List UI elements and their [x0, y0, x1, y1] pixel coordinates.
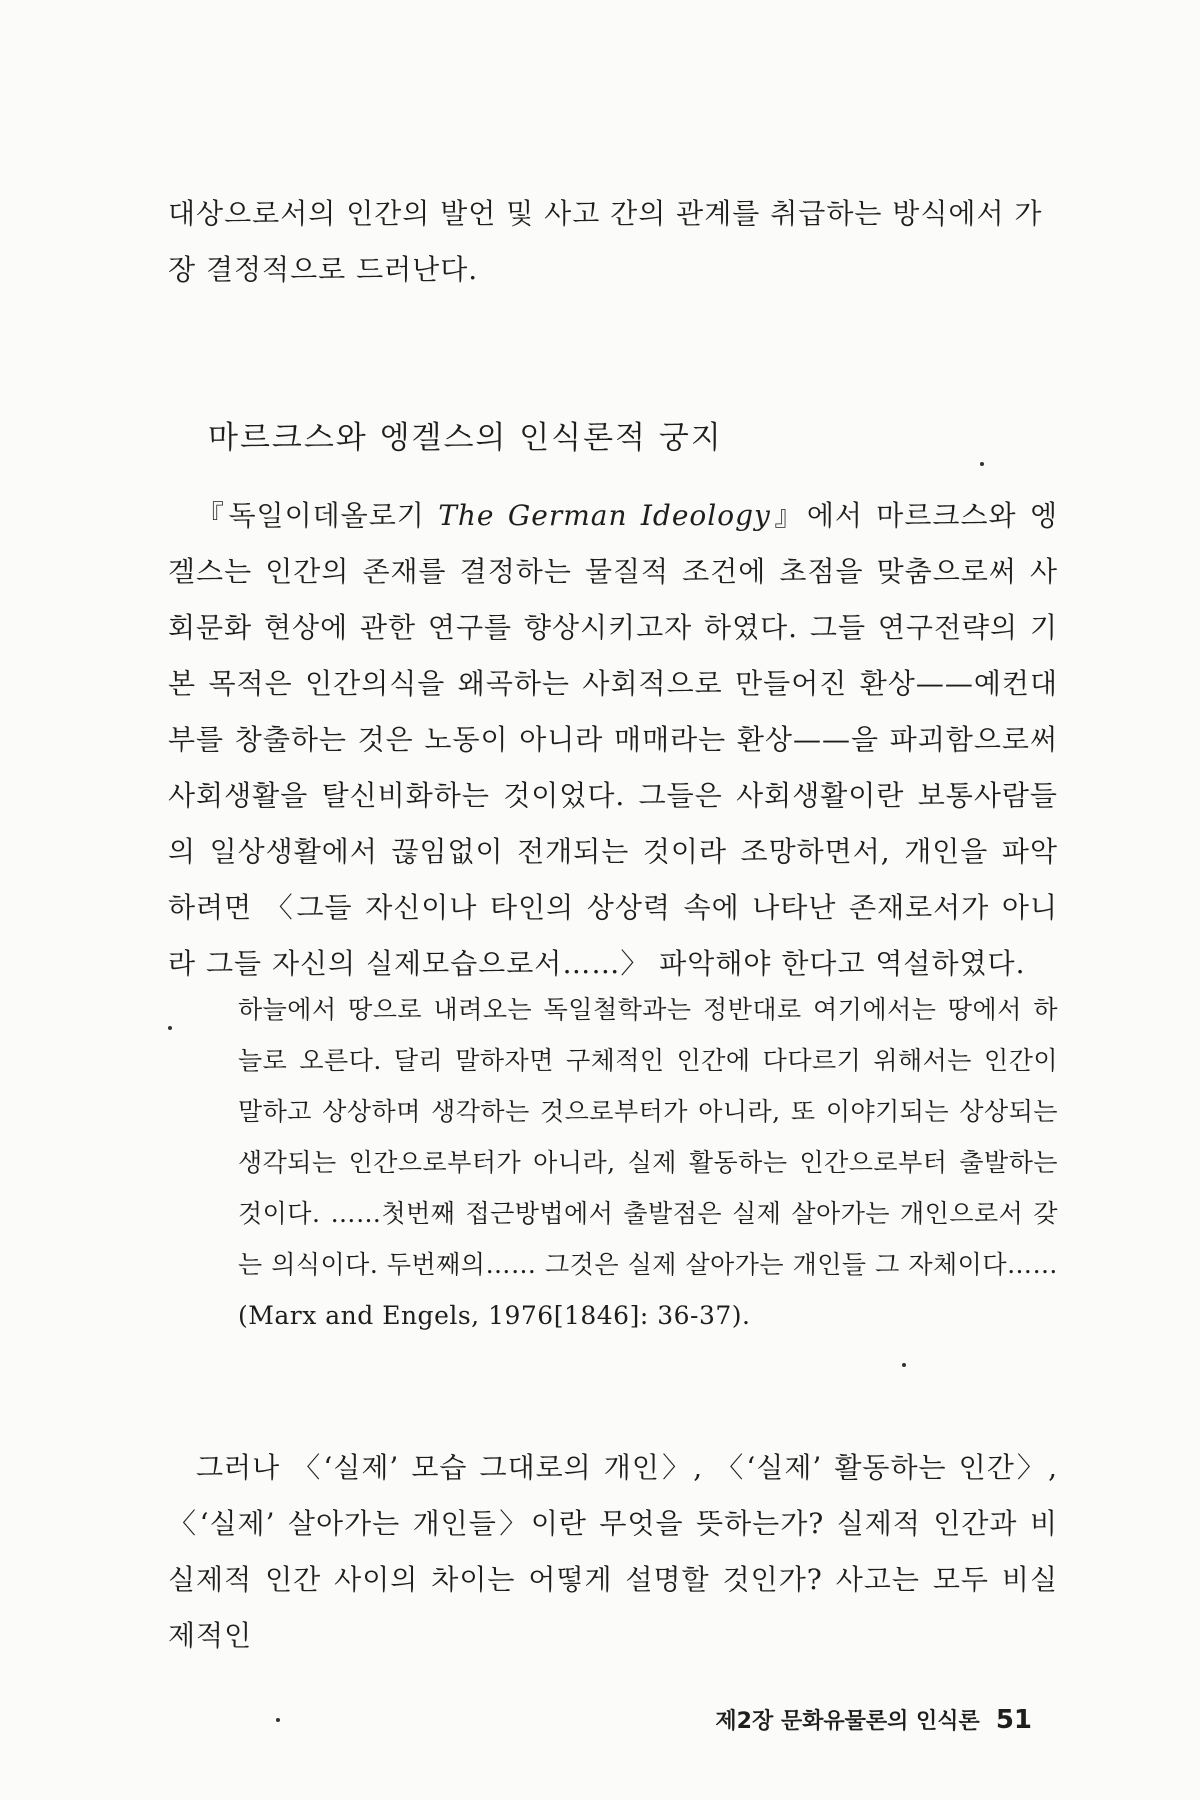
top-paragraph-line-1: 대상으로서의 인간의 발언 및 사고 간의 관계를 취급하는 방식에서 가 — [168, 197, 1043, 230]
book-title-close: 』 — [770, 499, 807, 532]
page-footer — [715, 1704, 1032, 1735]
scan-speck — [168, 1026, 172, 1030]
book-title-english: The German Ideology — [438, 499, 771, 532]
top-paragraph-line-2: 장 결정적으로 드러난다. — [168, 253, 479, 286]
block-quote: 하늘에서 땅으로 내려오는 독일철학과는 정반대로 여기에서는 땅에서 하늘로 오른다. 달리 말하자면 구체적인 인간에 다다르기 위해서는 인간이 말하고 상상하며 생각하는 것으로부터가 아니라, 또 이야기되는 상상되는 생각되는 인간으로부터가 아니라, 실제 활동하는 인간으로부터 출발하는 것이다. ……첫번째 접근방법에서 출발점은 실제 살아가는 개인으로서 갖는 의식이다. 두번째의…… 그것은 실제 살아가는 개인들 그 자체이다……(Marx and Engels, 1976[1846]: 36-37). — [238, 995, 1058, 1330]
section-heading: 마르크스와 엥겔스의 인식론적 궁지 — [208, 420, 723, 456]
bottom-paragraph — [168, 1440, 1058, 1664]
scan-speck — [276, 1718, 280, 1722]
running-title: 제2장 문화유물론의 인식론 — [715, 1709, 980, 1734]
top-paragraph — [168, 186, 1058, 298]
bottom-paragraph-text: 그러나 〈‘실제’ 모습 그대로의 개인〉, 〈‘실제’ 활동하는 인간〉, 〈‘실제’ 살아가는 개인들〉이란 무엇을 뜻하는가? 실제적 인간과 비실제적 인간 사이의 차이는 어떻게 설명할 것인가? 사고는 모두 비실제적인 — [168, 1451, 1058, 1652]
scan-speck — [902, 1363, 906, 1367]
main-paragraph-text — [168, 488, 1058, 992]
scan-speck — [980, 462, 984, 466]
main-paragraph — [168, 488, 1058, 992]
book-title-open: 『독일이데올로기 — [196, 499, 439, 532]
top-paragraph-text — [168, 186, 1058, 298]
main-paragraph-body: 에서 마르크스와 엥겔스는 인간의 존재를 결정하는 물질적 조건에 초점을 맞춤으로써 사회문화 현상에 관한 연구를 향상시키고자 하였다. 그들 연구전략의 기본 목적은 인간의식을 왜곡하는 사회적으로 만들어진 환상——예컨대 부를 창출하는 것은 노동이 아니라 매매라는 환상——을 파괴함으로써 사회생활을 탈신비화하는 것이었다. 그들은 사회생활이란 보통사람들의 일상생활에서 끊임없이 전개되는 것이라 조망하면서, 개인을 파악하려면 〈그들 자신이나 타인의 상상력 속에 나타난 존재로서가 아니라 그들 자신의 실제모습으로서……〉 파악해야 한다고 역설하였다. — [168, 499, 1058, 980]
page-number: 51 — [995, 1705, 1032, 1735]
